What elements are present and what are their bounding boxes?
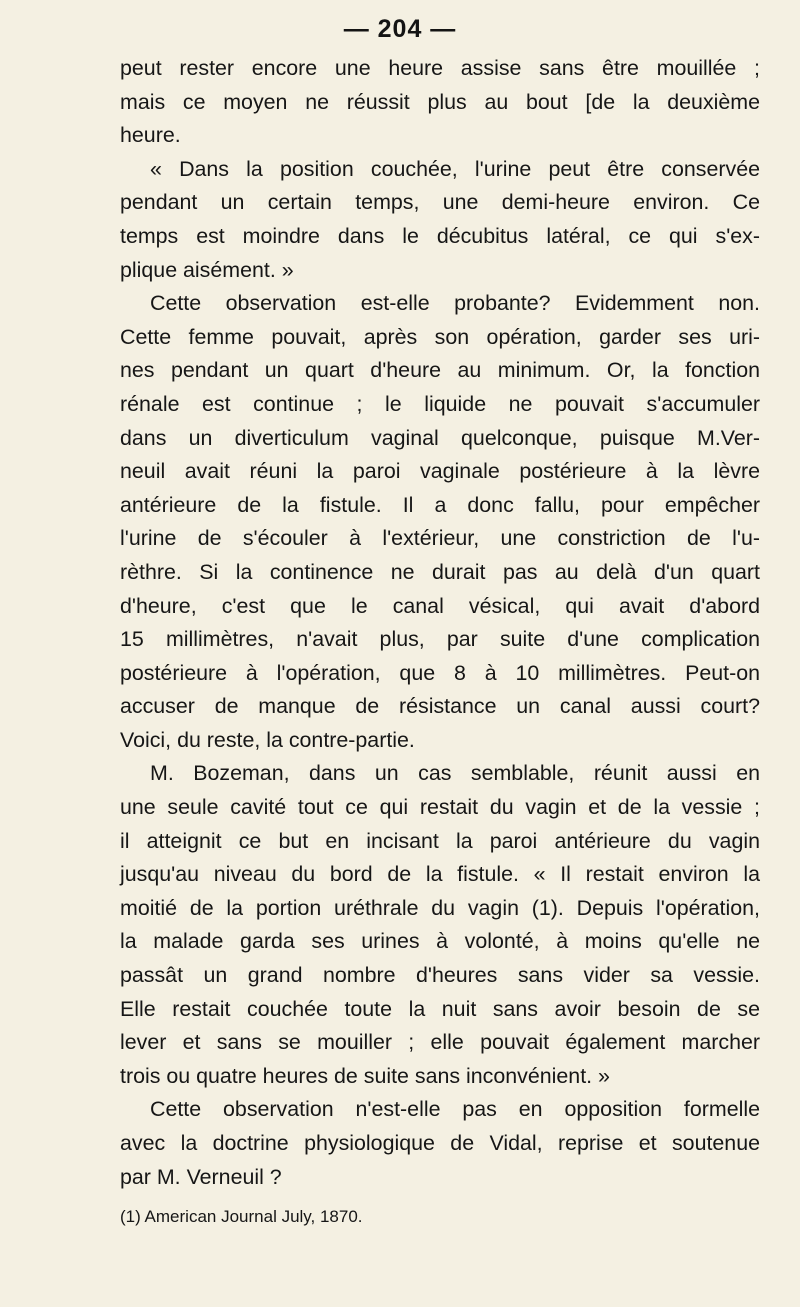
text-line: jusqu'au niveau du bord de la fistule. « Il restait environ la bbox=[120, 862, 760, 887]
text-line: antérieure de la fistule. Il a donc fallu, pour empêcher bbox=[120, 492, 760, 517]
footnote: (1) American Journal July, 1870. bbox=[120, 1207, 363, 1226]
text-line: la malade garda ses urines à volonté, à moins qu'elle ne bbox=[120, 929, 760, 954]
text-line: temps est moindre dans le décubitus latéral, ce qui s'ex- bbox=[120, 223, 760, 248]
text-line: l'urine de s'écouler à l'extérieur, une constriction de l'u- bbox=[120, 526, 760, 551]
text-line: Cette femme pouvait, après son opération, garder ses uri- bbox=[120, 324, 760, 349]
text-line: accuser de manque de résistance un canal aussi court? bbox=[120, 694, 760, 719]
text-line: pendant un certain temps, une demi-heure environ. Ce bbox=[120, 190, 760, 215]
text-line: postérieure à l'opération, que 8 à 10 millimètres. Peut-on bbox=[120, 660, 760, 685]
text-line: peut rester encore une heure assise sans être mouillée ; bbox=[120, 56, 760, 80]
text-line: M. Bozeman, dans un cas semblable, réunit aussi en bbox=[150, 761, 760, 786]
body-text bbox=[120, 52, 760, 1194]
text-line: plique aisément. » bbox=[120, 257, 294, 282]
text-line: avec la doctrine physiologique de Vidal, reprise et soutenue bbox=[120, 1131, 760, 1155]
text-line: une seule cavité tout ce qui restait du vagin et de la vessie ; bbox=[120, 795, 760, 820]
text-line: moitié de la portion uréthrale du vagin (1). Depuis l'opération, bbox=[120, 895, 760, 920]
text-line: Cette observation est-elle probante? Evidemment non. bbox=[150, 291, 760, 316]
text-line: Elle restait couchée toute la nuit sans avoir besoin de se bbox=[120, 996, 760, 1021]
text-line: 15 millimètres, n'avait plus, par suite d'une complication bbox=[120, 627, 760, 652]
text-line: mais ce moyen ne réussit plus au bout [de la deuxième bbox=[120, 89, 760, 114]
text-line: il atteignit ce but en incisant la paroi antérieure du vagin bbox=[120, 828, 760, 853]
text-line: par M. Verneuil ? bbox=[120, 1164, 282, 1189]
text-line: « Dans la position couchée, l'urine peut être conservée bbox=[150, 156, 760, 181]
text-line: dans un diverticulum vaginal quelconque, puisque M.Ver- bbox=[120, 425, 760, 450]
text-line: neuil avait réuni la paroi vaginale postérieure à la lèvre bbox=[120, 459, 760, 484]
text-line: heure. bbox=[120, 123, 181, 148]
text-line: trois ou quatre heures de suite sans inconvénient. » bbox=[120, 1063, 610, 1088]
text-line: rénale est continue ; le liquide ne pouvait s'accumuler bbox=[120, 391, 760, 416]
text-line: d'heure, c'est que le canal vésical, qui avait d'abord bbox=[120, 593, 760, 618]
page-number: — 204 — bbox=[343, 15, 457, 43]
text-line: Voici, du reste, la contre-partie. bbox=[120, 727, 415, 752]
text-line: Cette observation n'est-elle pas en opposition formelle bbox=[150, 1097, 760, 1122]
text-line: rèthre. Si la continence ne durait pas au delà d'un quart bbox=[120, 559, 760, 584]
text-line: lever et sans se mouiller ; elle pouvait également marcher bbox=[120, 1030, 760, 1055]
text-line: nes pendant un quart d'heure au minimum. Or, la fonction bbox=[120, 358, 760, 383]
text-line: passât un grand nombre d'heures sans vider sa vessie. bbox=[120, 963, 760, 988]
